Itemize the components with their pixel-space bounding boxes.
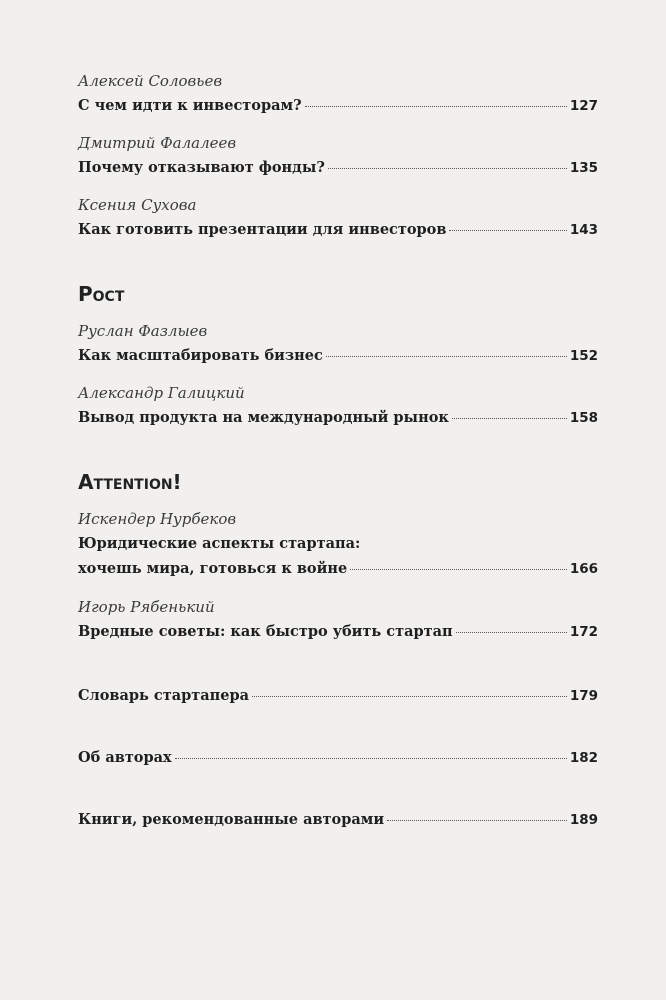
toc-page-number: 135 <box>569 160 598 176</box>
toc-author: Ксения Сухова <box>78 196 197 214</box>
toc-entry-about-authors[interactable] <box>78 749 598 766</box>
toc-entry-title: хочешь мира, готовься к войне <box>78 560 348 577</box>
dot-leader <box>305 105 567 107</box>
toc-entry-recommended-books[interactable] <box>78 811 598 828</box>
toc-entry-title: С чем идти к инвесторам? <box>78 97 302 114</box>
toc-page-number: 179 <box>569 688 598 704</box>
dot-leader <box>252 695 567 697</box>
dot-leader <box>452 417 567 419</box>
toc-page-number: 182 <box>569 750 598 766</box>
toc-author: Искендер Нурбеков <box>78 510 237 528</box>
toc-entry[interactable] <box>78 97 598 114</box>
toc-entry-title-line1: Юридические аспекты стартапа: <box>78 535 361 552</box>
section-heading: Attention! <box>78 470 182 494</box>
toc-page-number: 166 <box>569 561 598 577</box>
toc-author: Дмитрий Фалалеев <box>78 134 237 152</box>
toc-entry[interactable] <box>78 221 598 238</box>
toc-author: Руслан Фазлыев <box>78 322 208 340</box>
toc-entry-title: Как масштабировать бизнес <box>78 347 323 364</box>
dot-leader <box>449 229 566 231</box>
toc-entry-title: Как готовить презентации для инвесторов <box>78 221 447 238</box>
toc-author: Игорь Рябенький <box>78 598 215 616</box>
dot-leader <box>326 355 567 357</box>
toc-author: Алексей Соловьев <box>78 72 223 90</box>
toc-page-number: 158 <box>569 410 598 426</box>
toc-entry-title: Почему отказывают фонды? <box>78 159 325 176</box>
toc-entry-glossary[interactable] <box>78 687 598 704</box>
toc-entry[interactable] <box>78 347 598 364</box>
toc-page-number: 172 <box>569 624 598 640</box>
dot-leader <box>456 631 567 633</box>
dot-leader <box>387 819 567 821</box>
toc-entry[interactable] <box>78 409 598 426</box>
toc-page-number: 189 <box>569 812 598 828</box>
dot-leader <box>328 167 567 169</box>
toc-page-number: 127 <box>569 98 598 114</box>
toc-entry[interactable] <box>78 560 598 577</box>
toc-author: Александр Галицкий <box>78 384 245 402</box>
dot-leader <box>350 568 567 570</box>
toc-entry-title: Вредные советы: как быстро убить стартап <box>78 623 453 640</box>
dot-leader <box>175 757 567 759</box>
toc-entry-title: Словарь стартапера <box>78 687 250 704</box>
toc-entry-title: Вывод продукта на международный рынок <box>78 409 449 426</box>
toc-entry[interactable] <box>78 159 598 176</box>
section-heading: Рост <box>78 282 125 306</box>
toc-entry-title: Книги, рекомендованные авторами <box>78 811 385 828</box>
toc-page-number: 143 <box>569 222 598 238</box>
toc-entry[interactable] <box>78 623 598 640</box>
toc-page-number: 152 <box>569 348 598 364</box>
toc-entry-title: Об авторах <box>78 749 172 766</box>
